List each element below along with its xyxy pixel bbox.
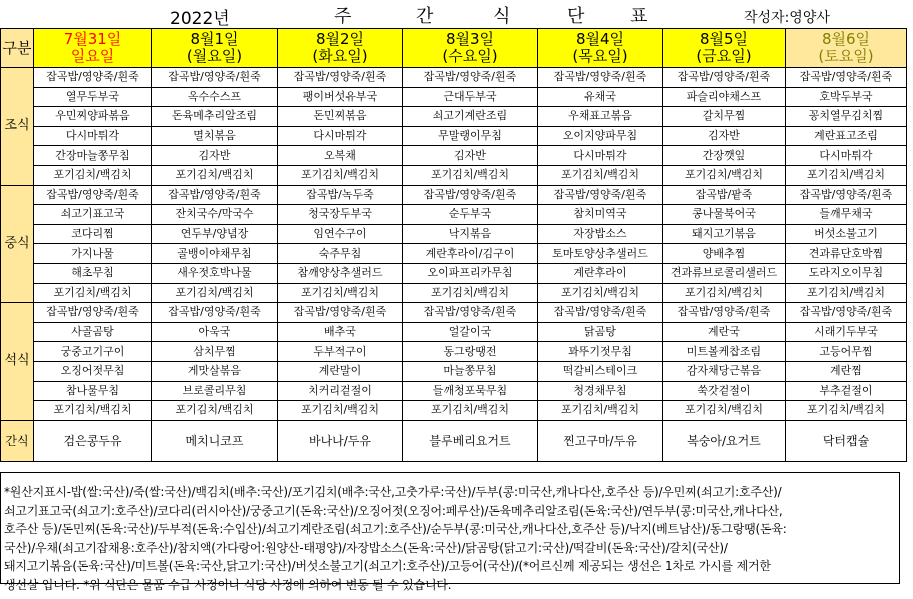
menu-cell: 다시마튀각 xyxy=(34,126,152,146)
menu-cell: 잡곡밥/영양죽/흰죽 xyxy=(152,68,278,88)
menu-cell: 청경채무침 xyxy=(538,381,663,401)
menu-cell: 버섯소불고기 xyxy=(786,224,907,244)
menu-cell: 부추겉절이 xyxy=(786,381,907,401)
breakfast-row xyxy=(1,87,907,107)
menu-cell: 포기김치/백김치 xyxy=(34,401,152,421)
menu-cell: 두부적구이 xyxy=(278,342,403,362)
menu-cell: 포기김치/백김치 xyxy=(538,283,663,303)
day-header xyxy=(786,29,907,68)
menu-cell: 잡곡밥/영양죽/흰죽 xyxy=(786,303,907,323)
menu-cell: 계란말이 xyxy=(278,361,403,381)
menu-cell: 근대두부국 xyxy=(403,87,538,107)
menu-cell: 마늘쫑무침 xyxy=(403,361,538,381)
lunch-section-label: 중식 xyxy=(1,185,34,303)
menu-cell: 김자반 xyxy=(663,126,786,146)
menu-cell: 참치미역국 xyxy=(538,205,663,225)
menu-cell: 포기김치/백김치 xyxy=(403,165,538,185)
day-header xyxy=(538,29,663,68)
menu-cell: 청국장두부국 xyxy=(278,205,403,225)
menu-cell: 오이파프리카무침 xyxy=(403,263,538,283)
menu-cell: 잡곡밥/영양죽/흰죽 xyxy=(34,185,152,205)
lunch-row xyxy=(1,185,907,205)
day-date: 7월31일 xyxy=(63,30,122,48)
breakfast-row xyxy=(1,107,907,127)
menu-cell: 참나물무침 xyxy=(34,381,152,401)
snack-cell: 찐고구마/두유 xyxy=(538,420,663,461)
menu-cell: 계란찜 xyxy=(786,361,907,381)
lunch-row xyxy=(1,283,907,303)
day-weekday: (금요일) xyxy=(696,47,752,65)
menu-cell: 잡곡밥/녹두죽 xyxy=(278,185,403,205)
menu-cell: 골뱅이야채무침 xyxy=(152,244,278,264)
menu-cell: 잔치국수/막국수 xyxy=(152,205,278,225)
menu-cell: 잡곡밥/영양죽/흰죽 xyxy=(786,68,907,88)
menu-cell: 잡곡밥/영양죽/흰죽 xyxy=(663,68,786,88)
menu-cell: 치커리겉절이 xyxy=(278,381,403,401)
weekly-menu-table xyxy=(0,28,907,462)
menu-cell: 떡갈비스테이크 xyxy=(538,361,663,381)
menu-cell: 잡곡밥/영양죽/흰죽 xyxy=(403,185,538,205)
menu-cell: 포기김치/백김치 xyxy=(152,401,278,421)
menu-cell: 다시마튀각 xyxy=(786,146,907,166)
breakfast-row xyxy=(1,146,907,166)
menu-cell: 견과류단호박찜 xyxy=(786,244,907,264)
menu-cell: 토마토양상추샐러드 xyxy=(538,244,663,264)
dinner-row xyxy=(1,322,907,342)
day-date: 8월4일 xyxy=(575,30,625,48)
menu-cell: 계란후라이 xyxy=(538,263,663,283)
menu-cell: 콩나물북어국 xyxy=(663,205,786,225)
menu-cell: 포기김치/백김치 xyxy=(278,283,403,303)
menu-cell: 포기김치/백김치 xyxy=(663,165,786,185)
day-date: 8월1일 xyxy=(190,30,239,48)
menu-cell: 호박두부국 xyxy=(786,87,907,107)
menu-cell: 팽이버섯유부국 xyxy=(278,87,403,107)
menu-cell: 쑥갓겉절이 xyxy=(663,381,786,401)
lunch-row xyxy=(1,263,907,283)
origin-notes xyxy=(0,472,900,592)
menu-cell: 다시마튀각 xyxy=(538,146,663,166)
menu-cell: 임연수구이 xyxy=(278,224,403,244)
day-date: 8월6일 xyxy=(821,30,871,48)
day-date: 8월5일 xyxy=(699,30,749,48)
menu-cell: 김자반 xyxy=(403,146,538,166)
lunch-row xyxy=(1,244,907,264)
menu-cell: 꽈뚜기젓무침 xyxy=(538,342,663,362)
menu-cell: 갈치무찜 xyxy=(663,107,786,127)
menu-cell: 포기김치/백김치 xyxy=(663,401,786,421)
day-header xyxy=(403,29,538,68)
section-header: 구분 xyxy=(1,29,34,68)
menu-cell: 우채표고볶음 xyxy=(538,107,663,127)
menu-cell: 포기김치/백김치 xyxy=(538,165,663,185)
menu-cell: 잡곡밥/영양죽/흰죽 xyxy=(786,185,907,205)
menu-cell: 들깨무채국 xyxy=(786,205,907,225)
title-year: 2022년 xyxy=(170,9,230,29)
menu-cell: 오복채 xyxy=(278,146,403,166)
menu-cell: 잡곡밥/영양죽/흰죽 xyxy=(538,68,663,88)
menu-cell: 포기김치/백김치 xyxy=(278,401,403,421)
menu-cell: 간장마늘쫑무침 xyxy=(34,146,152,166)
menu-cell: 얼갈이국 xyxy=(403,322,538,342)
dinner-row xyxy=(1,303,907,323)
menu-cell: 다시마튀각 xyxy=(278,126,403,146)
menu-cell: 계란표고조림 xyxy=(786,126,907,146)
menu-cell: 오이지양파무침 xyxy=(538,126,663,146)
title-char: 주 xyxy=(334,6,352,27)
day-weekday: (토요일) xyxy=(818,47,874,65)
dinner-row xyxy=(1,342,907,362)
menu-cell: 해초무침 xyxy=(34,263,152,283)
menu-cell: 자장밥소스 xyxy=(538,224,663,244)
menu-cell: 포기김치/백김치 xyxy=(152,283,278,303)
title-row xyxy=(0,0,913,28)
note-line: 쇠고기표고국(쇠고기:호주산)/코다리(러시아산)/궁중고기(돈육:국산)/오징어젓(오징어:페루산)/돈육메추리알조림(돈육:국산)/연두부(콩:미국산,캐나다산, xyxy=(4,503,783,518)
dinner-row xyxy=(1,361,907,381)
menu-cell: 감자채당근볶음 xyxy=(663,361,786,381)
breakfast-section-label: 조식 xyxy=(1,68,34,186)
menu-cell: 아욱국 xyxy=(152,322,278,342)
menu-cell: 가지나물 xyxy=(34,244,152,264)
snack-cell: 블루베리요거트 xyxy=(403,420,538,461)
menu-cell: 포기김치/백김치 xyxy=(663,283,786,303)
title-char: 간 xyxy=(416,6,434,27)
menu-cell: 잡곡밥/영양죽/흰죽 xyxy=(34,68,152,88)
menu-cell: 참깨양상추샐러드 xyxy=(278,263,403,283)
menu-cell: 열무두부국 xyxy=(34,87,152,107)
snack-cell: 닥터캡슐 xyxy=(786,420,907,461)
menu-cell: 배추국 xyxy=(278,322,403,342)
title-char: 식 xyxy=(493,6,511,27)
header-row xyxy=(1,29,907,68)
menu-cell: 포기김치/백김치 xyxy=(34,283,152,303)
day-header xyxy=(152,29,278,68)
menu-cell: 순두부국 xyxy=(403,205,538,225)
snack-row xyxy=(1,420,907,461)
menu-cell: 닭곰탕 xyxy=(538,322,663,342)
day-weekday: (화요일) xyxy=(312,47,368,65)
menu-cell: 코다리찜 xyxy=(34,224,152,244)
menu-cell: 견과류브로콜리샐러드 xyxy=(663,263,786,283)
menu-cell: 잡곡밥/영양죽/흰죽 xyxy=(152,185,278,205)
menu-cell: 포기김치/백김치 xyxy=(152,165,278,185)
day-weekday: (수요일) xyxy=(442,47,498,65)
note-line: *원산지표시-밥(쌀:국산)/죽(쌀:국산)/백김치(배추:국산)/포기김치(배추:국산,고춧가루:국산)/두부(콩:미국산,캐나다산,호주산 등)/우민찌(쇠고기:호주산)/ xyxy=(4,485,782,499)
menu-cell: 포기김치/백김치 xyxy=(786,165,907,185)
menu-cell: 잡곡밥/영양죽/흰죽 xyxy=(278,68,403,88)
title-char: 단 xyxy=(567,6,585,27)
menu-cell: 삼치무찜 xyxy=(152,342,278,362)
menu-cell: 잡곡밥/영양죽/흰죽 xyxy=(278,303,403,323)
menu-cell: 유채국 xyxy=(538,87,663,107)
day-date: 8월2일 xyxy=(315,30,365,48)
menu-cell: 옥수수스프 xyxy=(152,87,278,107)
menu-cell: 브로콜리무침 xyxy=(152,381,278,401)
note-line: 생선살 입니다. *위 식단은 물품 수급 사정이나 식당 사정에 의하여 변동 될 수 있습니다. xyxy=(4,577,452,592)
day-header xyxy=(278,29,403,68)
menu-cell: 멸치볶음 xyxy=(152,126,278,146)
menu-cell: 미트볼케찹조림 xyxy=(663,342,786,362)
menu-cell: 연두부/양념장 xyxy=(152,224,278,244)
menu-cell: 잡곡밥/영양죽/흰죽 xyxy=(538,185,663,205)
menu-cell: 잡곡밥/영양죽/흰죽 xyxy=(663,303,786,323)
menu-cell: 파슬리야채스프 xyxy=(663,87,786,107)
menu-cell: 돈민찌볶음 xyxy=(278,107,403,127)
day-date: 8월3일 xyxy=(445,30,495,48)
menu-cell: 게맛살볶음 xyxy=(152,361,278,381)
menu-cell: 돈육메추리알조림 xyxy=(152,107,278,127)
menu-cell: 포기김치/백김치 xyxy=(786,283,907,303)
menu-cell: 포기김치/백김치 xyxy=(403,401,538,421)
menu-cell: 궁중고기구이 xyxy=(34,342,152,362)
menu-cell: 우민찌양파볶음 xyxy=(34,107,152,127)
snack-cell: 검은콩두유 xyxy=(34,420,152,461)
menu-cell: 오징어젓무침 xyxy=(34,361,152,381)
menu-cell: 돼지고기볶음 xyxy=(663,224,786,244)
menu-cell: 간장깻잎 xyxy=(663,146,786,166)
dinner-row xyxy=(1,381,907,401)
menu-cell: 잡곡밥/영양죽/흰죽 xyxy=(403,303,538,323)
menu-cell: 계란후라이/김구이 xyxy=(403,244,538,264)
note-line: 돼지고기볶음(돈육:국산)/미트볼(돈육:국산,닭고기:국산)/버섯소불고기(쇠고기:호주산)/고등어(국산)/(*어르신께 제공되는 생선은 1차로 가시를 제거한 xyxy=(4,559,771,573)
menu-cell: 잡곡밥/영양죽/흰죽 xyxy=(538,303,663,323)
menu-cell: 양배추찜 xyxy=(663,244,786,264)
menu-cell: 낙지볶음 xyxy=(403,224,538,244)
menu-cell: 포기김치/백김치 xyxy=(403,283,538,303)
menu-cell: 김자반 xyxy=(152,146,278,166)
menu-cell: 쇠고기표고국 xyxy=(34,205,152,225)
snack-section-label: 간식 xyxy=(1,420,34,461)
menu-cell: 포기김치/백김치 xyxy=(786,401,907,421)
breakfast-row xyxy=(1,68,907,88)
menu-cell: 들깨청포묵무침 xyxy=(403,381,538,401)
menu-cell: 도라지오이무침 xyxy=(786,263,907,283)
day-header xyxy=(34,29,152,68)
breakfast-row xyxy=(1,126,907,146)
menu-cell: 잡곡밥/영양죽/흰죽 xyxy=(403,68,538,88)
title-char: 표 xyxy=(630,6,648,27)
author-label: 작성자:영양사 xyxy=(744,10,830,26)
day-header xyxy=(663,29,786,68)
menu-cell: 숙주무침 xyxy=(278,244,403,264)
menu-cell: 포기김치/백김치 xyxy=(34,165,152,185)
menu-cell: 잡곡밥/영양죽/흰죽 xyxy=(34,303,152,323)
menu-cell: 잡곡밥/팥죽 xyxy=(663,185,786,205)
breakfast-row xyxy=(1,165,907,185)
lunch-row xyxy=(1,224,907,244)
menu-cell: 새우젓호박나물 xyxy=(152,263,278,283)
day-weekday: (월요일) xyxy=(186,47,243,65)
menu-cell: 포기김치/백김치 xyxy=(278,165,403,185)
dinner-section-label: 석식 xyxy=(1,303,34,421)
menu-cell: 사골곰탕 xyxy=(34,322,152,342)
menu-cell: 포기김치/백김치 xyxy=(538,401,663,421)
snack-cell: 바나나/두유 xyxy=(278,420,403,461)
menu-cell: 계란국 xyxy=(663,322,786,342)
dinner-row xyxy=(1,401,907,421)
lunch-row xyxy=(1,205,907,225)
menu-cell: 고등어무찜 xyxy=(786,342,907,362)
menu-cell: 시래기두부국 xyxy=(786,322,907,342)
menu-cell: 동그랑땡전 xyxy=(403,342,538,362)
snack-cell: 메치니코프 xyxy=(152,420,278,461)
menu-cell: 쇠고기계란조림 xyxy=(403,107,538,127)
note-line: 국산)/우채(쇠고기잡채용:호주산)/참치액(가다랑어:원양산-태평양)/자장밥소스(돈육:국산)/닭곰탕(닭고기:국산)/떡갈비(돈육:국산)/갈치(국산)/ xyxy=(4,540,728,555)
day-weekday: 일요일 xyxy=(70,47,115,65)
menu-cell: 잡곡밥/영양죽/흰죽 xyxy=(152,303,278,323)
snack-cell: 복숭아/요거트 xyxy=(663,420,786,461)
day-weekday: (목요일) xyxy=(572,47,628,65)
menu-cell: 꽁치열무김치찜 xyxy=(786,107,907,127)
note-line: 호주산 등)/돈민찌(돈육:국산)/두부적(돈육:수입산)/쇠고기계란조림(쇠고기:호주산)/순두부(콩:미국산,캐나다산,호주산 등)/낙지(베트남산)/동그랑땡(돈육: xyxy=(4,522,787,536)
menu-cell: 무말랭이무침 xyxy=(403,126,538,146)
